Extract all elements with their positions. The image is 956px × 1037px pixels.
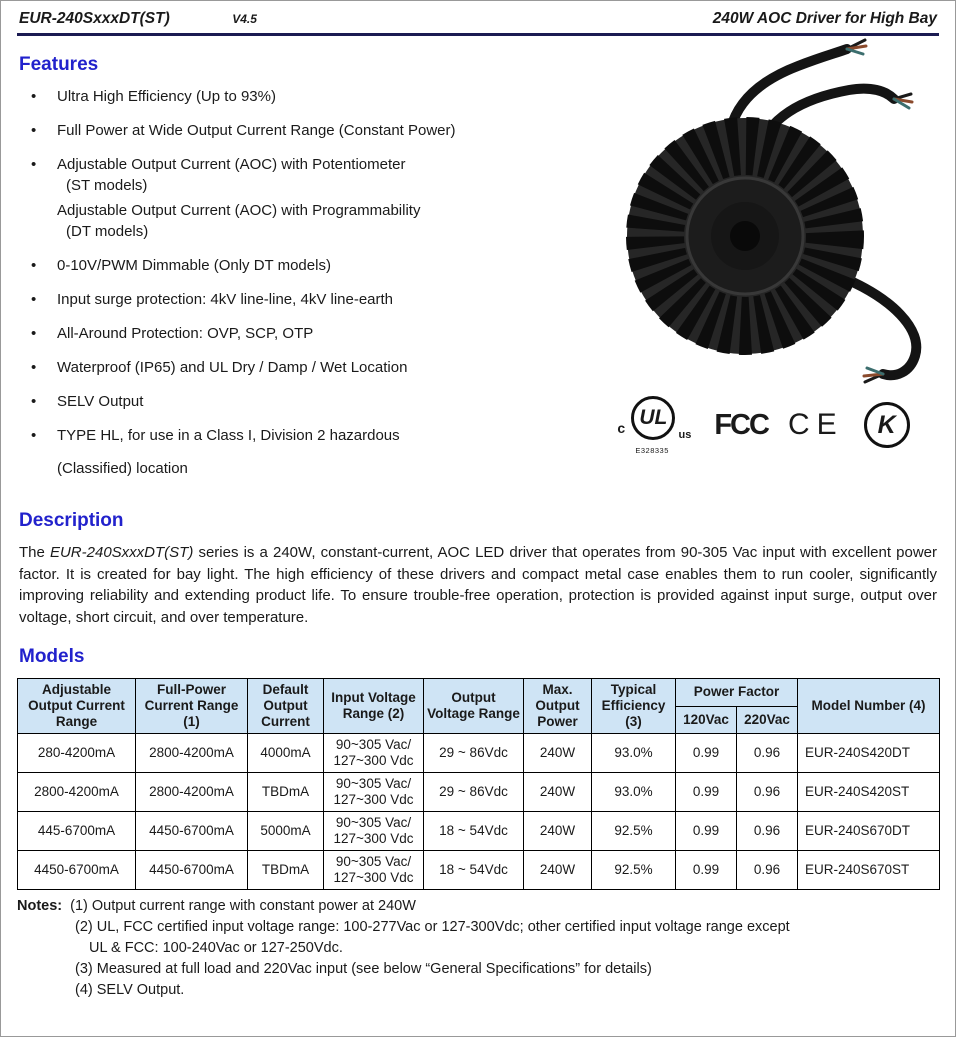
table-cell: 93.0% xyxy=(592,773,676,812)
features-list xyxy=(31,86,579,479)
table-cell: 4000mA xyxy=(248,734,324,773)
table-cell: 0.99 xyxy=(676,773,737,812)
table-cell: 240W xyxy=(524,734,592,773)
doc-model-number: EUR-240SxxxDT(ST) xyxy=(19,10,170,27)
kc-logo: K xyxy=(864,402,910,448)
description-intro: The xyxy=(19,544,50,561)
page-header xyxy=(17,1,939,36)
feature-item xyxy=(31,86,579,107)
table-cell: 240W xyxy=(524,851,592,890)
description-paragraph xyxy=(19,542,937,628)
ul-us-label: us xyxy=(678,429,692,441)
bullet-icon xyxy=(31,323,57,344)
bullet-icon xyxy=(31,357,57,378)
table-cell: 0.99 xyxy=(676,851,737,890)
table-cell: 93.0% xyxy=(592,734,676,773)
product-image xyxy=(593,36,933,388)
table-cell: 0.96 xyxy=(737,734,798,773)
notes-label: Notes: xyxy=(17,898,63,914)
table-row xyxy=(18,773,940,812)
note-row xyxy=(17,917,939,959)
table-cell: 90~305 Vac/ 127~300 Vdc xyxy=(324,773,424,812)
models-heading: Models xyxy=(19,646,85,667)
bullet-icon xyxy=(31,289,57,310)
feature-line: Adjustable Output Current (AOC) with Potentiometer xyxy=(57,156,406,173)
table-cell: 0.96 xyxy=(737,773,798,812)
table-row xyxy=(18,812,940,851)
table-row xyxy=(18,734,940,773)
table-row xyxy=(18,851,940,890)
feature-line: (DT models) xyxy=(66,223,149,240)
table-cell: 0.99 xyxy=(676,734,737,773)
column-header-default-current: Default Output Current xyxy=(248,679,324,734)
feature-item xyxy=(31,255,579,276)
column-header-adjustable-current: Adjustable Output Current Range xyxy=(18,679,136,734)
note-text-continuation: UL & FCC: 100-240Vac or 127-250Vdc. xyxy=(89,940,343,956)
description-model-name: EUR-240SxxxDT(ST) xyxy=(49,544,194,561)
feature-text: 0-10V/PWM Dimmable (Only DT models) xyxy=(57,257,331,274)
certification-logos xyxy=(616,394,909,456)
table-cell: 90~305 Vac/ 127~300 Vdc xyxy=(324,851,424,890)
table-cell: 0.96 xyxy=(737,812,798,851)
feature-text: SELV Output xyxy=(57,393,144,410)
column-header-efficiency: Typical Efficiency (3) xyxy=(592,679,676,734)
note-text: (4) SELV Output. xyxy=(75,982,185,998)
table-cell: 2800-4200mA xyxy=(18,773,136,812)
column-header-max-power: Max. Output Power xyxy=(524,679,592,734)
table-cell: 92.5% xyxy=(592,812,676,851)
feature-text: Input surge protection: 4kV line-line, 4kV line-earth xyxy=(57,291,394,308)
table-cell: 2800-4200mA xyxy=(136,773,248,812)
table-cell: 4450-6700mA xyxy=(18,851,136,890)
feature-line: TYPE HL, for use in a Class I, Division 2 hazardous xyxy=(57,427,400,444)
table-cell: 240W xyxy=(524,773,592,812)
ul-certification-logo xyxy=(616,394,694,456)
table-cell: TBDmA xyxy=(248,851,324,890)
table-cell: 0.96 xyxy=(737,851,798,890)
fcc-logo: FCC xyxy=(714,408,768,441)
note-row xyxy=(17,896,939,917)
column-header-model-number: Model Number (4) xyxy=(798,679,940,734)
table-cell: 5000mA xyxy=(248,812,324,851)
table-cell: 90~305 Vac/ 127~300 Vdc xyxy=(324,734,424,773)
notes-section xyxy=(17,896,939,1001)
feature-item xyxy=(31,425,579,479)
table-cell-model-number: EUR-240S670DT xyxy=(798,812,940,851)
column-header-input-voltage: Input Voltage Range (2) xyxy=(324,679,424,734)
bullet-icon xyxy=(31,86,57,107)
table-cell: 18 ~ 54Vdc xyxy=(424,851,524,890)
column-header-pf-120vac: 120Vac xyxy=(676,706,737,734)
feature-line: (ST models) xyxy=(66,177,148,194)
description-body: series is a 240W, constant-current, AOC LED driver that operates from 90-305 Vac input with excellent power factor. It is created for bay light. The high efficiency of these drivers and compact metal case enables them to run cooler, significantly improving reliability and extending product life. To ensure trouble-free operation, protection is provided against input surge, output over voltage, short circuit, and over temperature. xyxy=(19,544,937,626)
table-cell: 0.99 xyxy=(676,812,737,851)
note-row xyxy=(17,959,939,980)
table-cell: 4450-6700mA xyxy=(136,851,248,890)
column-header-power-factor: Power Factor xyxy=(676,679,798,707)
features-section xyxy=(17,36,587,492)
doc-title: 240W AOC Driver for High Bay xyxy=(712,10,937,27)
bullet-icon xyxy=(31,425,57,479)
ul-c-label: c xyxy=(617,420,626,436)
ul-letters: UL xyxy=(631,396,675,440)
feature-text: Waterproof (IP65) and UL Dry / Damp / Wet Location xyxy=(57,359,408,376)
table-cell: 280-4200mA xyxy=(18,734,136,773)
feature-text: Ultra High Efficiency (Up to 93%) xyxy=(57,88,276,105)
table-cell: 18 ~ 54Vdc xyxy=(424,812,524,851)
table-cell: 2800-4200mA xyxy=(136,734,248,773)
note-text: (2) UL, FCC certified input voltage range: 100-277Vac or 127-300Vdc; other certified input voltage range except xyxy=(75,919,790,935)
table-cell: 240W xyxy=(524,812,592,851)
ul-file-number: E328335 xyxy=(635,446,669,455)
bullet-icon xyxy=(31,255,57,276)
feature-item xyxy=(31,154,579,242)
features-heading: Features xyxy=(19,54,99,75)
description-heading: Description xyxy=(19,510,124,531)
column-header-full-power-current: Full-Power Current Range (1) xyxy=(136,679,248,734)
table-cell: 29 ~ 86Vdc xyxy=(424,773,524,812)
note-row xyxy=(17,980,939,1001)
table-cell: 445-6700mA xyxy=(18,812,136,851)
note-text: (1) Output current range with constant power at 240W xyxy=(70,898,416,914)
table-cell: 29 ~ 86Vdc xyxy=(424,734,524,773)
feature-text xyxy=(57,154,420,242)
feature-line: (Classified) location xyxy=(57,460,188,477)
bullet-icon xyxy=(31,120,57,141)
table-cell-model-number: EUR-240S420ST xyxy=(798,773,940,812)
column-header-output-voltage: Output Voltage Range xyxy=(424,679,524,734)
feature-text: Full Power at Wide Output Current Range (Constant Power) xyxy=(57,122,456,139)
bullet-icon xyxy=(31,154,57,242)
table-cell: TBDmA xyxy=(248,773,324,812)
models-table xyxy=(17,678,940,890)
note-text: (3) Measured at full load and 220Vac input (see below “General Specifications” for details) xyxy=(75,961,652,977)
table-cell: 90~305 Vac/ 127~300 Vdc xyxy=(324,812,424,851)
feature-line: Adjustable Output Current (AOC) with Programmability xyxy=(57,202,421,219)
bullet-icon xyxy=(31,391,57,412)
feature-item xyxy=(31,391,579,412)
feature-item xyxy=(31,357,579,378)
header-left xyxy=(19,10,257,28)
feature-item xyxy=(31,120,579,141)
table-cell: 92.5% xyxy=(592,851,676,890)
models-section xyxy=(17,646,939,890)
description-section xyxy=(17,510,939,628)
table-cell-model-number: EUR-240S420DT xyxy=(798,734,940,773)
table-cell-model-number: EUR-240S670ST xyxy=(798,851,940,890)
doc-version: V4.5 xyxy=(232,12,257,26)
feature-text: All-Around Protection: OVP, SCP, OTP xyxy=(57,325,314,342)
product-image-column xyxy=(587,36,939,492)
feature-text xyxy=(57,425,400,479)
feature-item xyxy=(31,289,579,310)
top-section xyxy=(17,36,939,492)
column-header-pf-220vac: 220Vac xyxy=(737,706,798,734)
feature-item xyxy=(31,323,579,344)
table-cell: 4450-6700mA xyxy=(136,812,248,851)
ce-logo: CE xyxy=(787,408,844,441)
